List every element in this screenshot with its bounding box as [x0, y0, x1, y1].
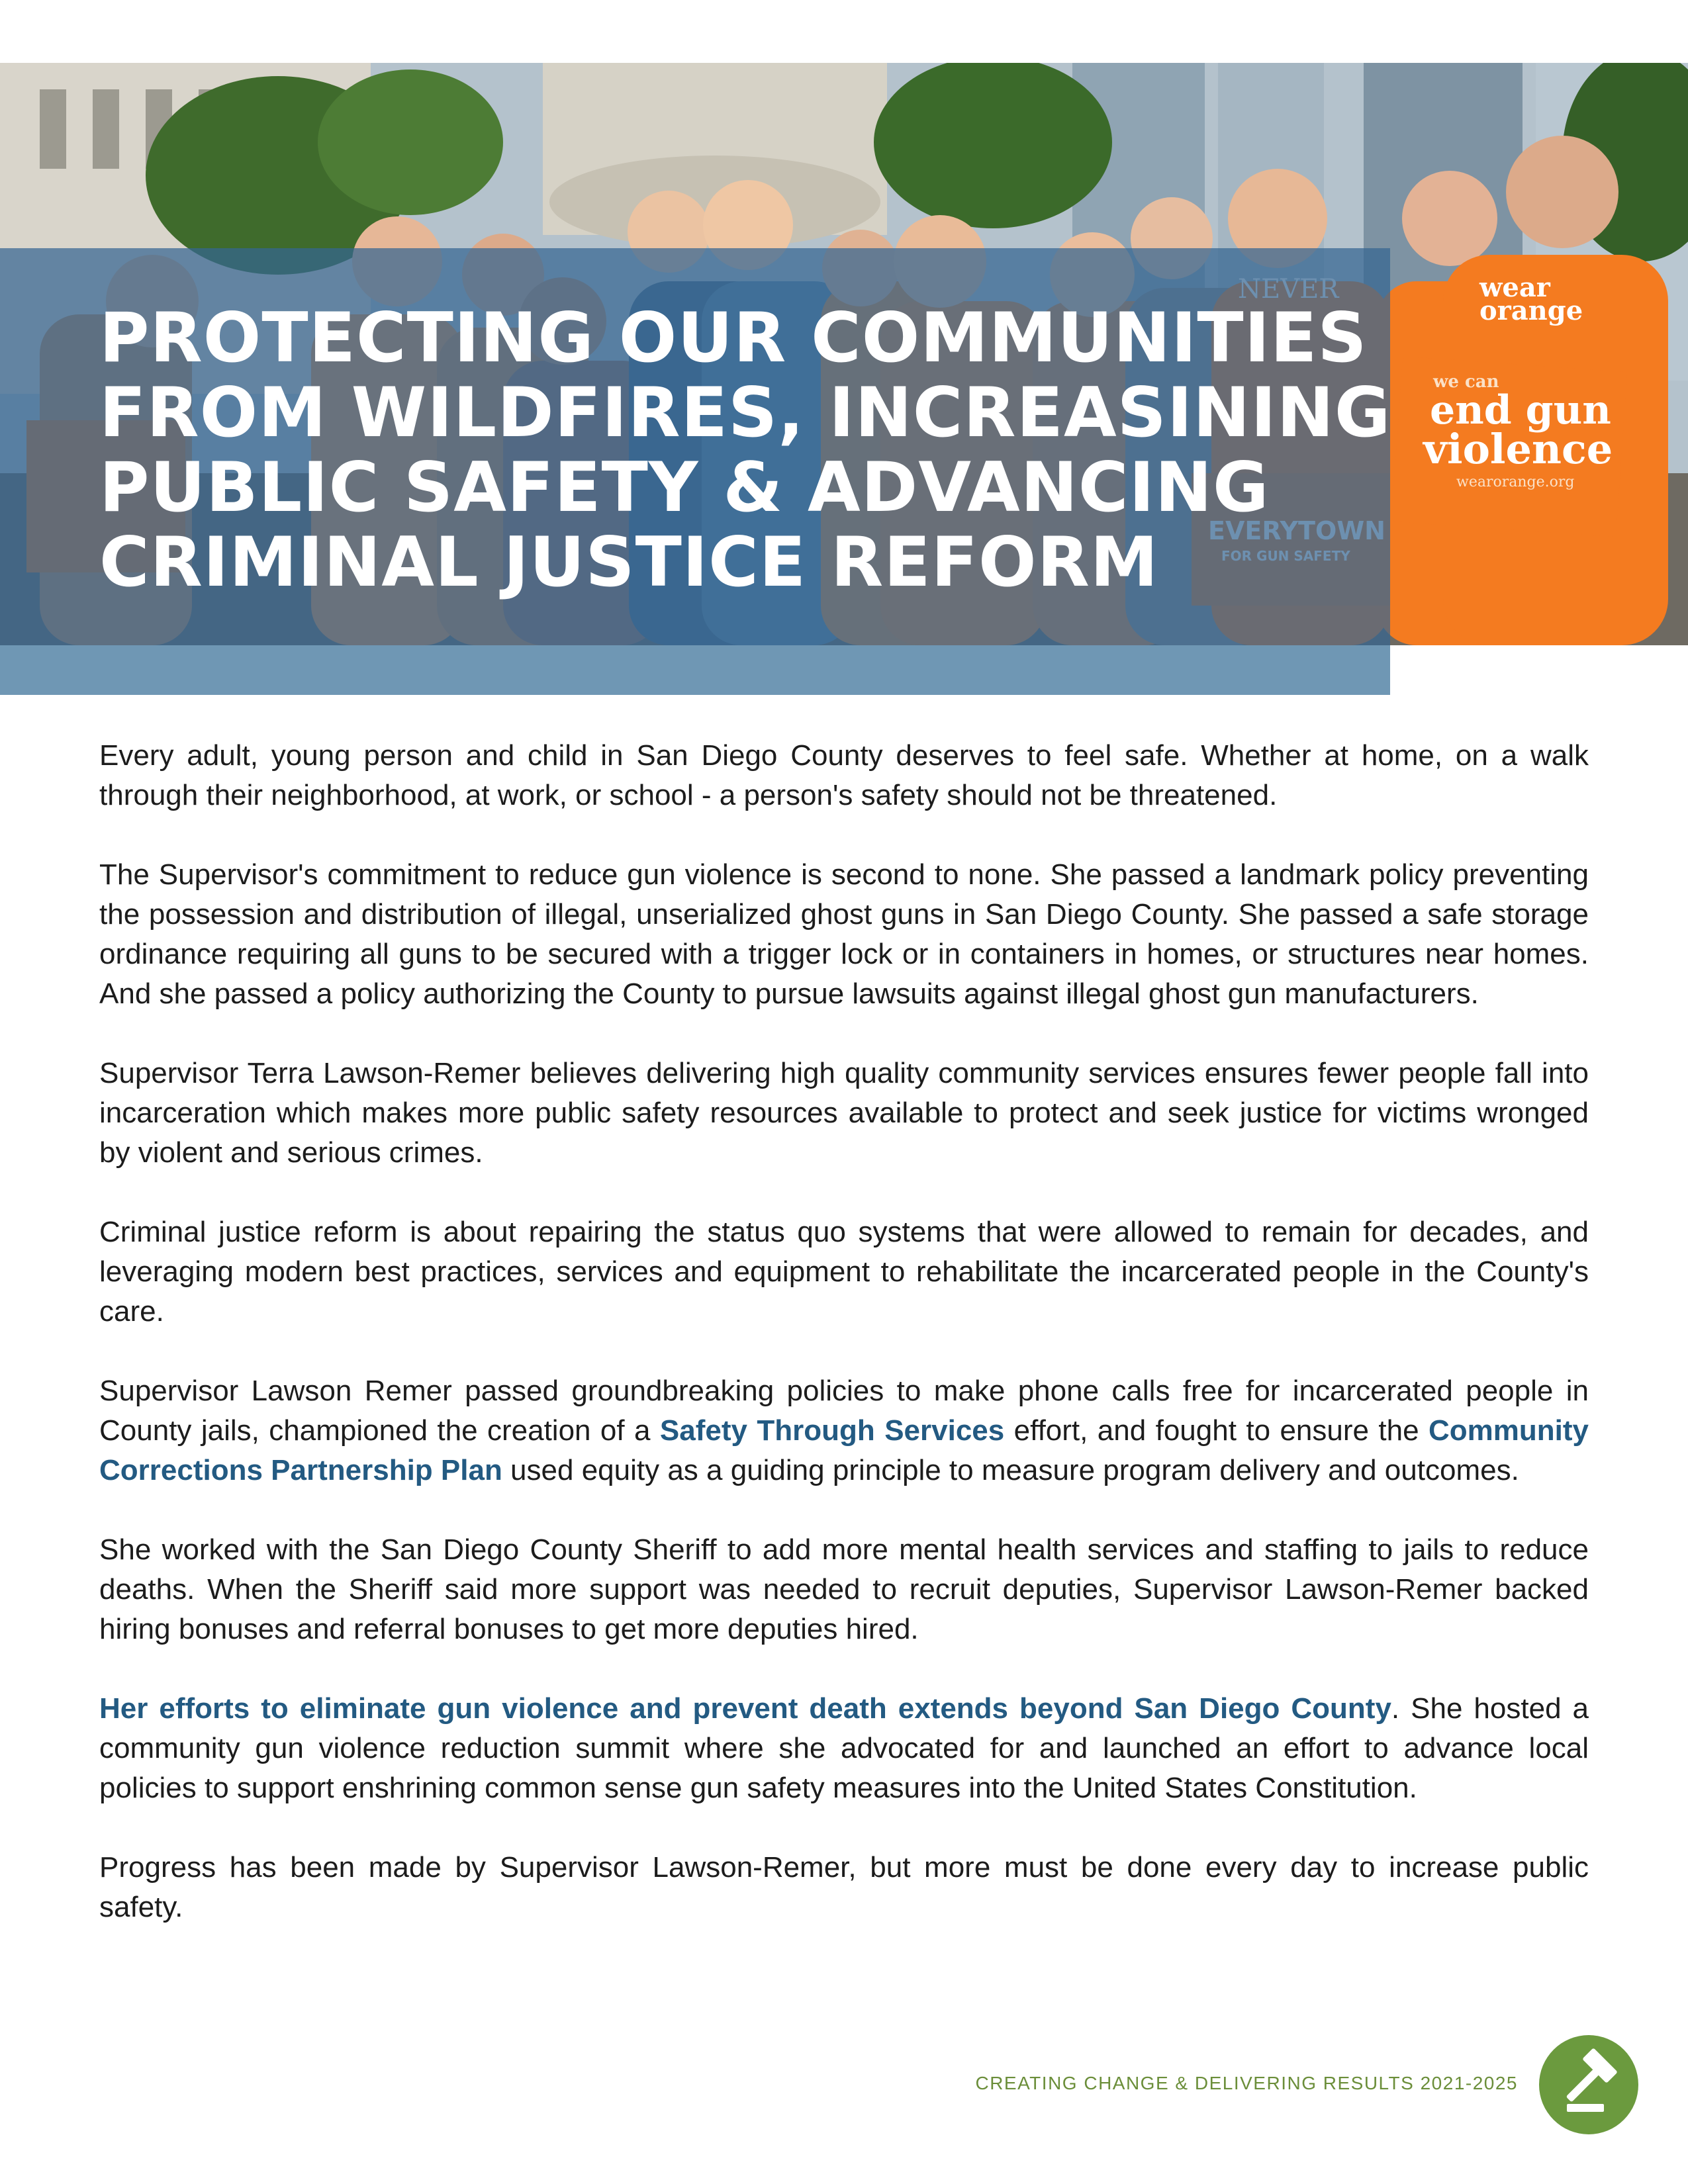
- page-title-line: CRIMINAL JUSTICE REFORM: [99, 523, 1159, 602]
- body-content: [99, 736, 1589, 1927]
- page-title-line: PUBLIC SAFETY & ADVANCING: [99, 448, 1270, 527]
- paragraph-gun-violence: The Supervisor's commitment to reduce gun violence is second to none. She passed a landmark policy preventing the possession and distribution of illegal, unserialized ghost guns in San Diego County. She passed a safe storage ordinance requiring all guns to be secured with a trigger lock or in containers in homes, or structures near homes. And she passed a policy authorizing the County to pursue lawsuits against illegal ghost gun manufacturers.: [99, 858, 1589, 1010]
- gun-violence-efforts-link[interactable]: Her efforts to eliminate gun violence and prevent death extends beyond San Diego County: [99, 1692, 1391, 1725]
- paragraph-safety-intro: Every adult, young person and child in San Diego County deserves to feel safe. Whether at home, on a walk through their neighborhood, at work, or school - a person's safety should not be threatened.: [99, 739, 1589, 811]
- safety-through-services-link[interactable]: Safety Through Services: [659, 1414, 1005, 1447]
- paragraph-community-services: Supervisor Terra Lawson-Remer believes delivering high quality community services ensures fewer people fall into incarceration which makes more public safety resources available to protect and seek justice for victims wronged by violent and serious crimes.: [99, 1057, 1589, 1169]
- footer-tagline: CREATING CHANGE & DELIVERING RESULTS 2021-2025: [975, 2073, 1518, 2093]
- paragraph-text: . She hosted a community gun violence reduction summit where she advocated for and launched an effort to advance local policies to support enshrining common sense gun safety measures into the United States Constitution.: [99, 1692, 1589, 1804]
- svg-text:violence: violence: [1423, 425, 1613, 473]
- gavel-icon: [1539, 2035, 1638, 2134]
- svg-text:we can: we can: [1433, 372, 1499, 392]
- svg-text:wearorange.org: wearorange.org: [1456, 474, 1575, 490]
- paragraph-progress: Progress has been made by Supervisor Lawson-Remer, but more must be done every day to increase public safety.: [99, 1851, 1589, 1923]
- gavel-badge: [1539, 2035, 1638, 2134]
- svg-text:wear: wear: [1479, 272, 1550, 303]
- paragraph-justice-reform: Criminal justice reform is about repairing the status quo systems that were allowed to remain for decades, and leveraging modern best practices, services and equipment to rehabilitate the incarcerated people in the County's care.: [99, 1216, 1589, 1328]
- svg-text:orange: orange: [1479, 295, 1583, 326]
- paragraph-text: Supervisor Lawson Remer passed groundbreaking policies to make phone calls free for incarcerated people in County jails, championed the creation of a: [99, 1375, 1589, 1447]
- svg-text:end gun: end gun: [1430, 387, 1611, 433]
- paragraph-text: used equity as a guiding principle to measure program delivery and outcomes.: [502, 1454, 1519, 1486]
- paragraph-text: effort, and fought to ensure the: [1004, 1414, 1429, 1447]
- paragraph-sheriff: She worked with the San Diego County Sheriff to add more mental health services and staffing to jails to reduce deaths. When the Sheriff said more support was needed to recruit deputies, Supervisor Lawson-Remer backed hiring bonuses and referral bonuses to get more deputies hired.: [99, 1533, 1589, 1645]
- paragraph-beyond-county: [99, 1689, 1589, 1808]
- page-title-line: FROM WILDFIRES, INCREASINING: [99, 373, 1391, 453]
- paragraph-policies: [99, 1371, 1589, 1490]
- page-title: [99, 298, 1391, 602]
- community-corrections-plan-link[interactable]: Community Corrections Partnership Plan: [99, 1414, 1589, 1486]
- title-band-lower: [0, 645, 1390, 695]
- page-title-line: PROTECTING OUR COMMUNITIES: [99, 298, 1368, 378]
